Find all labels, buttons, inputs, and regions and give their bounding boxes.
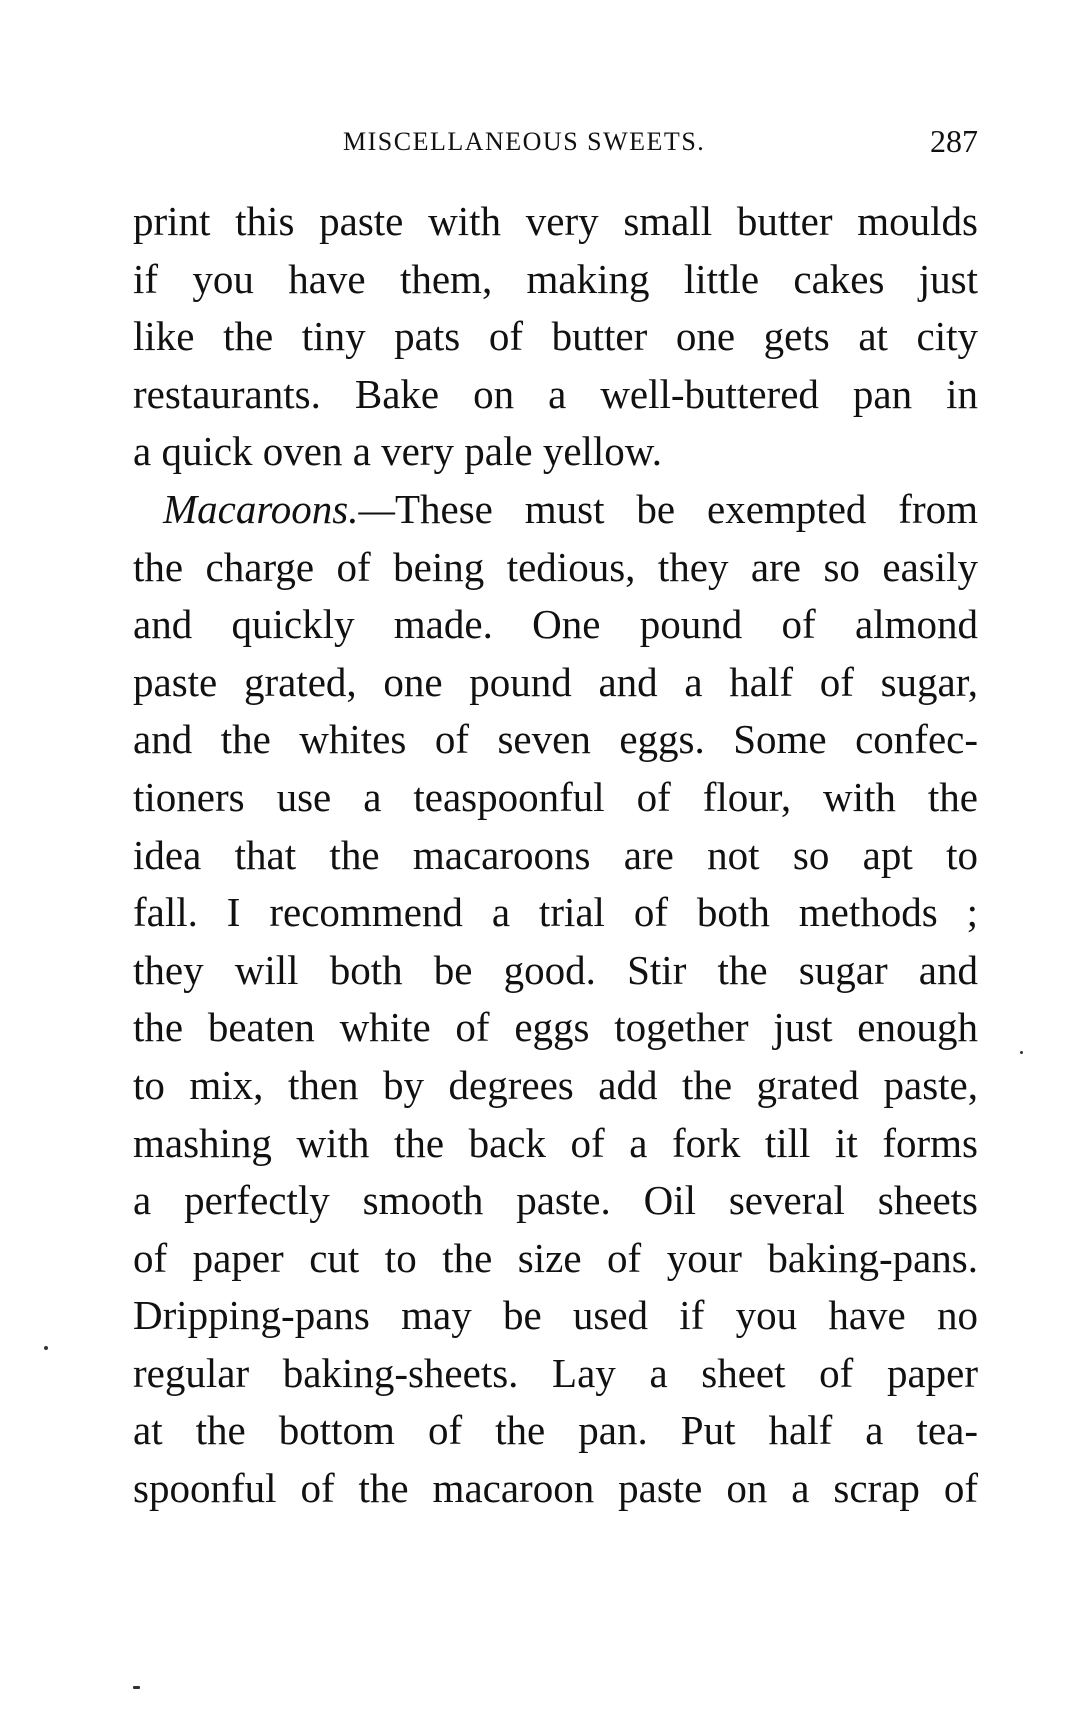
text-line: if you have them, making little cakes just bbox=[133, 255, 978, 302]
text-line: of paper cut to the size of your baking-pans. bbox=[133, 1234, 978, 1281]
text-line: idea that the macaroons are not so apt to bbox=[133, 831, 978, 878]
macaroons-paragraph-start bbox=[133, 481, 978, 539]
text-line: mashing with the back of a fork till it forms bbox=[133, 1119, 978, 1166]
text-line: a perfectly smooth paste. Oil several sheets bbox=[133, 1177, 978, 1224]
text-line: fall. I recommend a trial of both methods ; bbox=[133, 889, 978, 936]
text-line: paste grated, one pound and a half of sugar, bbox=[133, 658, 978, 705]
text-line: and quickly made. One pound of almond bbox=[133, 601, 978, 648]
text-line: tioners use a teaspoonful of flour, with the bbox=[133, 773, 978, 820]
text-line: a quick oven a very pale yellow. bbox=[133, 428, 662, 475]
text-line: to mix, then by degrees add the grated paste, bbox=[133, 1061, 978, 1108]
text-line: restaurants. Bake on a well-buttered pan in bbox=[133, 370, 978, 417]
text-line: Dripping-pans may be used if you have no bbox=[133, 1292, 978, 1339]
page-speck bbox=[44, 1346, 48, 1350]
running-head bbox=[133, 123, 978, 163]
text-line: the charge of being tedious, they are so easily bbox=[133, 543, 978, 590]
page-speck bbox=[1020, 1051, 1023, 1054]
page-number: 287 bbox=[930, 123, 978, 159]
text-line: and the whites of seven eggs. Some confec- bbox=[133, 716, 978, 763]
text-line: they will both be good. Stir the sugar and bbox=[133, 946, 978, 993]
text-line: the beaten white of eggs together just enough bbox=[133, 1004, 978, 1051]
text-line: spoonful of the macaroon paste on a scrap of bbox=[133, 1465, 978, 1512]
page-speck bbox=[133, 1686, 140, 1689]
text-line: at the bottom of the pan. Put half a tea- bbox=[133, 1407, 978, 1454]
body-text bbox=[133, 193, 978, 1518]
text-line: print this paste with very small butter moulds bbox=[133, 198, 978, 244]
text-line: like the tiny pats of butter one gets at city bbox=[133, 313, 978, 360]
running-title: MISCELLANEOUS SWEETS. bbox=[343, 127, 706, 156]
text-line: These must be exempted from bbox=[394, 485, 978, 532]
text-line: regular baking-sheets. Lay a sheet of paper bbox=[133, 1349, 978, 1396]
macaroons-heading: Macaroons.— bbox=[163, 485, 395, 532]
